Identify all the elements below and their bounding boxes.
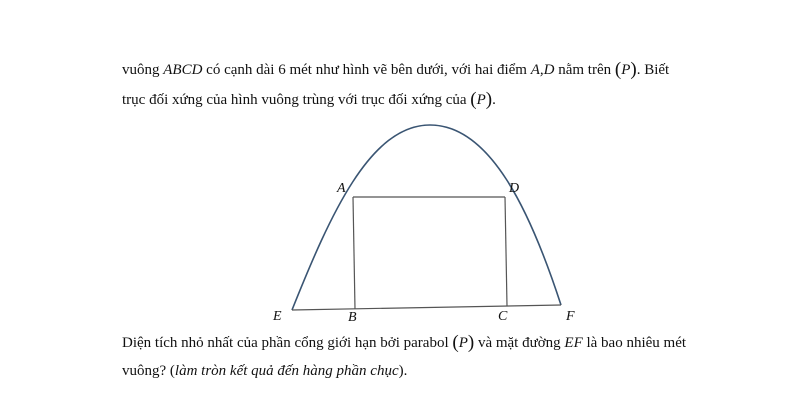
text: vuông? (	[122, 363, 175, 379]
label-c: C	[498, 309, 508, 324]
road-ef-line	[292, 305, 561, 310]
question-line-2	[122, 361, 407, 381]
text: là bao nhiêu mét	[582, 335, 687, 351]
parabola-curve	[292, 125, 561, 310]
question-line-1	[122, 333, 686, 353]
paren-close: )	[630, 59, 637, 80]
side-ab-line	[353, 197, 355, 309]
text: vuông	[122, 62, 164, 78]
text: trục đối xứng của hình vuông trùng với trục đối xứng của	[122, 92, 471, 108]
label-e: E	[273, 309, 282, 324]
paren-close: )	[485, 89, 493, 110]
paren-open: (	[470, 89, 477, 110]
math-points-ad: A,D	[530, 62, 555, 78]
text: và mặt đường	[474, 335, 565, 351]
math-parabola-p: P	[458, 335, 468, 351]
paren-close: )	[467, 332, 475, 353]
label-b: B	[348, 310, 357, 325]
side-dc-line	[505, 197, 507, 306]
text: .	[492, 92, 496, 108]
math-parabola-p: P	[621, 62, 631, 78]
text: ).	[398, 363, 408, 379]
rounding-instruction: làm tròn kết quả đến hàng phần chục	[174, 363, 399, 379]
text: . Biết	[636, 62, 670, 78]
label-d: D	[509, 181, 520, 196]
paren-open: (	[452, 332, 459, 353]
paren-open: (	[614, 59, 622, 80]
math-parabola-p: P	[476, 92, 486, 108]
math-square-abcd: ABCD	[163, 62, 203, 78]
text: Diện tích nhỏ nhất của phần cổng giới hạn bởi parabol	[122, 335, 453, 351]
label-a: A	[337, 181, 346, 196]
text: nằm trên	[554, 62, 615, 78]
label-f: F	[566, 309, 575, 324]
math-road-ef: EF	[564, 335, 583, 351]
text: có cạnh dài 6 mét như hình vẽ bên dưới, với hai điểm	[202, 62, 531, 78]
